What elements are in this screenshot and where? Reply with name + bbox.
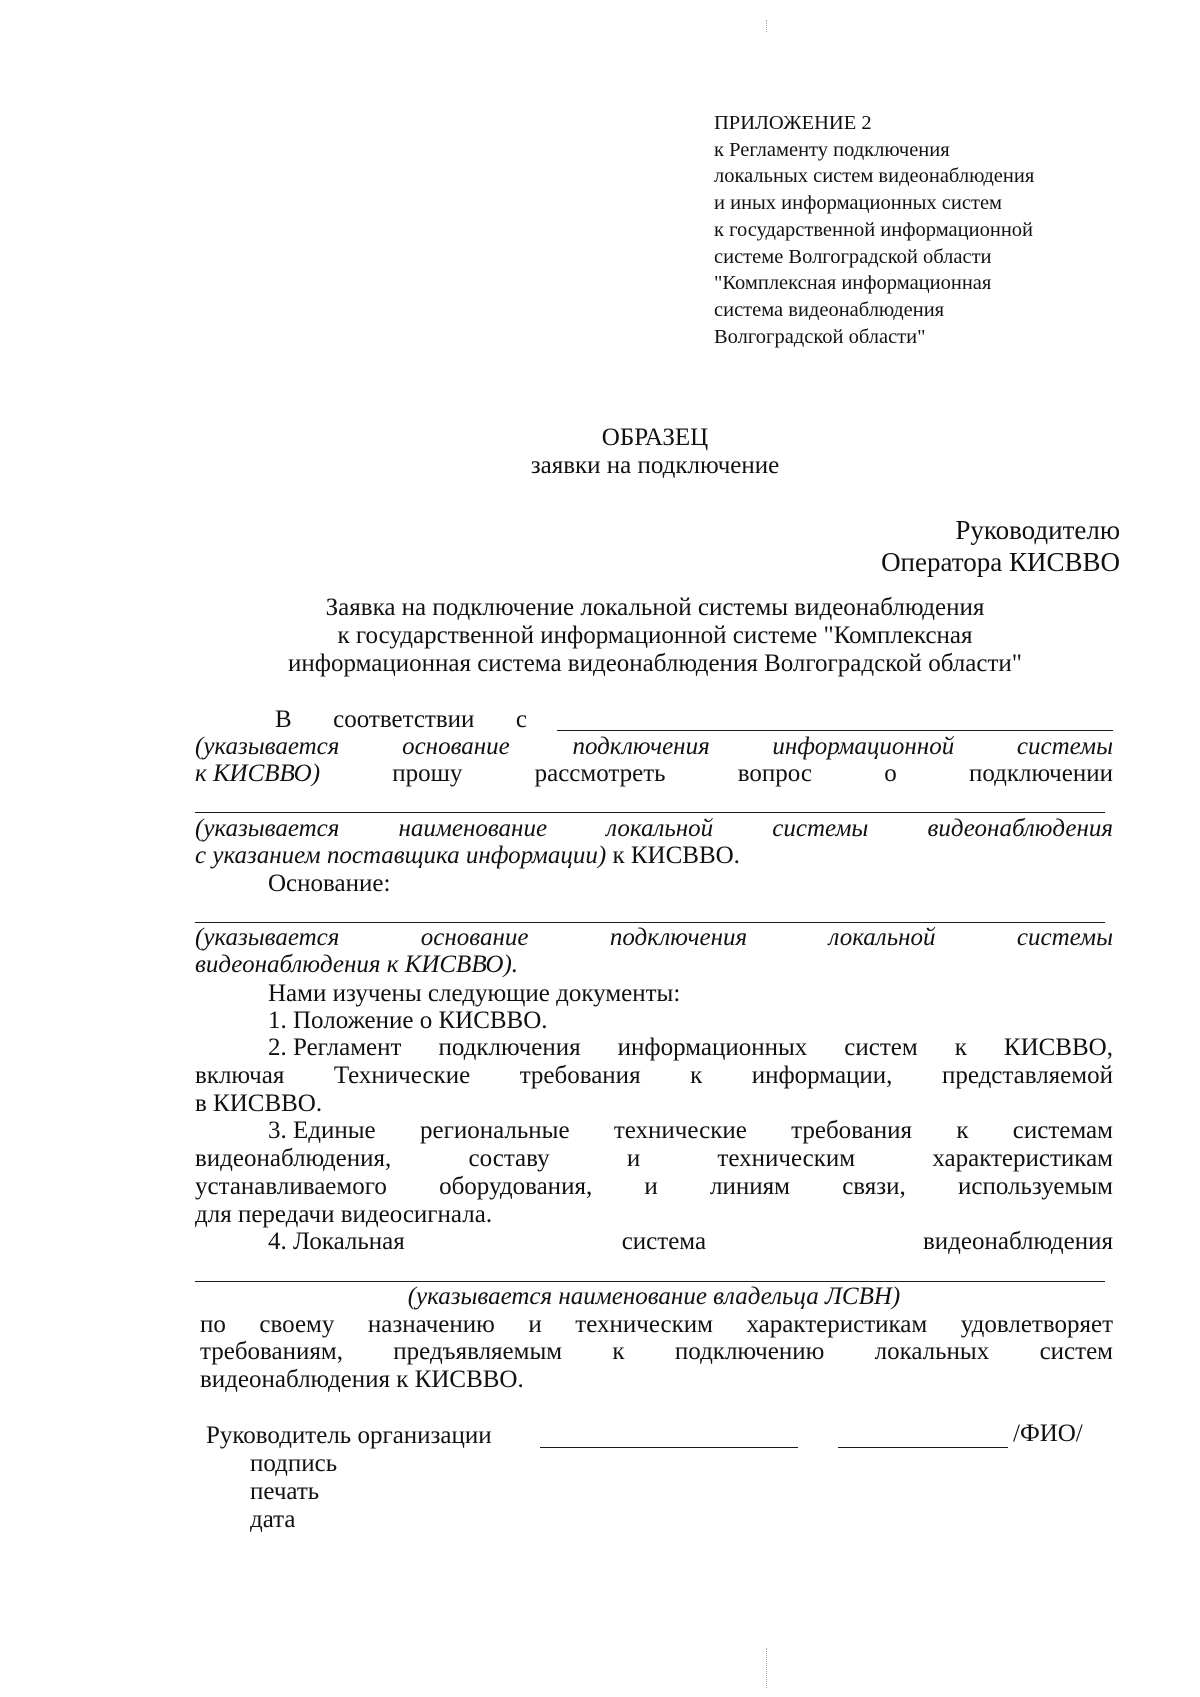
hint-3 <box>195 924 1113 952</box>
word: с <box>515 706 527 733</box>
word: систем <box>1039 1338 1113 1365</box>
hint-4: (указывается наименование владельца ЛСВН) <box>407 1283 901 1310</box>
basis-label: Основание: <box>268 870 391 897</box>
word: к <box>956 1117 969 1144</box>
request-title-line: Заявка на подключение локальной системы видеонаблюдения <box>325 594 985 621</box>
fio-label: /ФИО/ <box>1013 1420 1083 1447</box>
word: информационных <box>617 1034 808 1061</box>
doc-item-3-line-3 <box>195 1173 1113 1201</box>
word: удовлетворяет <box>960 1311 1113 1338</box>
word: локальных <box>874 1338 990 1365</box>
conclusion-line-1 <box>200 1311 1113 1339</box>
sample-subtitle: заявки на подключение <box>530 452 780 479</box>
word: и <box>528 1311 542 1338</box>
doc-item-2 <box>268 1034 1113 1062</box>
hint-word: локальной <box>606 815 714 842</box>
hint-word: наименование <box>398 815 548 842</box>
sample-title: ОБРАЗЕЦ <box>601 424 709 451</box>
paragraph-1-line-1 <box>275 706 527 734</box>
word: подключении <box>968 760 1113 787</box>
fio-line <box>838 1447 1008 1448</box>
fill-line-basis-2 <box>195 922 1105 923</box>
hint-2 <box>195 815 1113 843</box>
word: оборудования, <box>439 1173 593 1200</box>
word: к <box>690 1062 703 1089</box>
word: к <box>954 1034 967 1061</box>
hint-1 <box>195 733 1113 761</box>
word: соответствии <box>333 706 475 733</box>
doc-item-4 <box>268 1228 1113 1256</box>
word: система <box>621 1228 707 1255</box>
word: характеристикам <box>932 1145 1113 1172</box>
appendix-line: и иных информационных систем <box>714 192 1003 215</box>
hint-word: (указывается <box>195 733 340 760</box>
word: предъявляемым <box>393 1338 563 1365</box>
hint-word: с указанием поставщика информации) <box>195 842 607 869</box>
word: о <box>884 760 897 787</box>
word: технические <box>613 1117 747 1144</box>
word: 2. Регламент <box>268 1034 402 1061</box>
word: требования <box>519 1062 641 1089</box>
addressee-line: Руководителю <box>955 515 1120 545</box>
hint-word: основание <box>402 733 510 760</box>
word: региональные <box>419 1117 570 1144</box>
word: к <box>612 1338 625 1365</box>
appendix-line: к Регламенту подключения <box>714 138 950 161</box>
word: составу <box>468 1145 550 1172</box>
word: Технические <box>333 1062 471 1089</box>
word: систем <box>844 1034 918 1061</box>
word: видеонаблюдения <box>922 1228 1113 1255</box>
word: представляемой <box>941 1062 1113 1089</box>
signature-caption: подпись <box>250 1450 338 1477</box>
fill-line-basis <box>557 730 1113 731</box>
doc-item-2-line-3: в КИСВВО. <box>195 1090 323 1117</box>
hint-word: (указывается <box>195 924 340 951</box>
hint-word: основание <box>420 924 529 951</box>
hint-word: локальной <box>828 924 936 951</box>
word: линиям <box>710 1173 790 1200</box>
doc-item-3-line-4: для передачи видеосигнала. <box>195 1201 493 1228</box>
appendix-line: к государственной информационной <box>714 218 1034 241</box>
doc-item-1: 1. Положение о КИСВВО. <box>268 1007 548 1034</box>
word: техническим <box>717 1145 856 1172</box>
request-title-line: к государственной информационной системе "Комплексная <box>337 622 973 649</box>
word: и <box>644 1173 658 1200</box>
request-title <box>0 594 1200 678</box>
hint-word: видеонаблюдения <box>927 815 1113 842</box>
fill-line-system-name <box>195 812 1105 813</box>
hint-2-line-2 <box>195 842 740 870</box>
appendix-line: система видеонаблюдения <box>714 298 945 321</box>
hint-word: подключения <box>572 733 710 760</box>
word: включая <box>195 1062 285 1089</box>
signature-line <box>540 1447 798 1448</box>
hint-word: подключения <box>609 924 748 951</box>
word: системам <box>1012 1117 1113 1144</box>
hint-word: (указывается <box>195 815 340 842</box>
word: своему <box>259 1311 335 1338</box>
word: рассмотреть <box>534 760 666 787</box>
word: характеристикам <box>746 1311 928 1338</box>
fill-line-owner <box>195 1281 1105 1282</box>
word: видеонаблюдения, <box>195 1145 392 1172</box>
word: КИСВВО, <box>1003 1034 1113 1061</box>
appendix-line: Волгоградской области" <box>714 325 926 348</box>
word: 3. Единые <box>268 1117 376 1144</box>
word: связи, <box>842 1173 906 1200</box>
word: к КИСВВО. <box>606 842 740 869</box>
word: вопрос <box>737 760 812 787</box>
word: и <box>626 1145 641 1172</box>
word: подключению <box>674 1338 825 1365</box>
doc-item-2-line-2 <box>195 1062 1113 1090</box>
word: требованиям, <box>200 1338 343 1365</box>
appendix-line: системе Волгоградской области <box>714 245 992 268</box>
word: техническим <box>575 1311 713 1338</box>
word: 4. Локальная <box>268 1228 405 1255</box>
paragraph-1-line-2 <box>195 760 1113 788</box>
hint-3-line-2: видеонаблюдения к КИСВВО). <box>195 951 519 978</box>
addressee <box>881 514 1120 578</box>
word: требования <box>791 1117 913 1144</box>
hint-word: к КИСВВО) <box>195 760 321 787</box>
appendix-line: "Комплексная информационная <box>714 272 992 295</box>
addressee-line: Оператора КИСВВО <box>881 547 1120 577</box>
scan-edge-mark <box>766 1648 767 1688</box>
word: используемым <box>957 1173 1113 1200</box>
appendix-header <box>714 110 1034 350</box>
conclusion-line-2 <box>200 1338 1113 1366</box>
hint-word: системы <box>1016 733 1113 760</box>
hint-word: информационной <box>772 733 955 760</box>
date-caption: дата <box>250 1506 296 1533</box>
signature-label: Руководитель организации <box>206 1422 492 1449</box>
appendix-title: ПРИЛОЖЕНИЕ 2 <box>714 112 872 134</box>
docs-intro: Нами изучены следующие документы: <box>268 980 681 1007</box>
doc-item-3-line-2 <box>195 1145 1113 1173</box>
word: информации, <box>751 1062 893 1089</box>
hint-word: системы <box>772 815 869 842</box>
word: прошу <box>392 760 463 787</box>
appendix-line: локальных систем видеонаблюдения <box>714 165 1035 188</box>
request-title-line: информационная система видеонаблюдения Волгоградской области" <box>288 650 1022 677</box>
word: назначению <box>367 1311 495 1338</box>
scan-edge-mark <box>766 20 767 32</box>
conclusion-line-3: видеонаблюдения к КИСВВО. <box>200 1366 524 1393</box>
hint-word: системы <box>1016 924 1113 951</box>
word: подключения <box>438 1034 581 1061</box>
word: по <box>200 1311 226 1338</box>
stamp-caption: печать <box>250 1478 320 1505</box>
doc-item-3 <box>268 1117 1113 1145</box>
word: В <box>275 706 292 733</box>
word: устанавливаемого <box>195 1173 387 1200</box>
